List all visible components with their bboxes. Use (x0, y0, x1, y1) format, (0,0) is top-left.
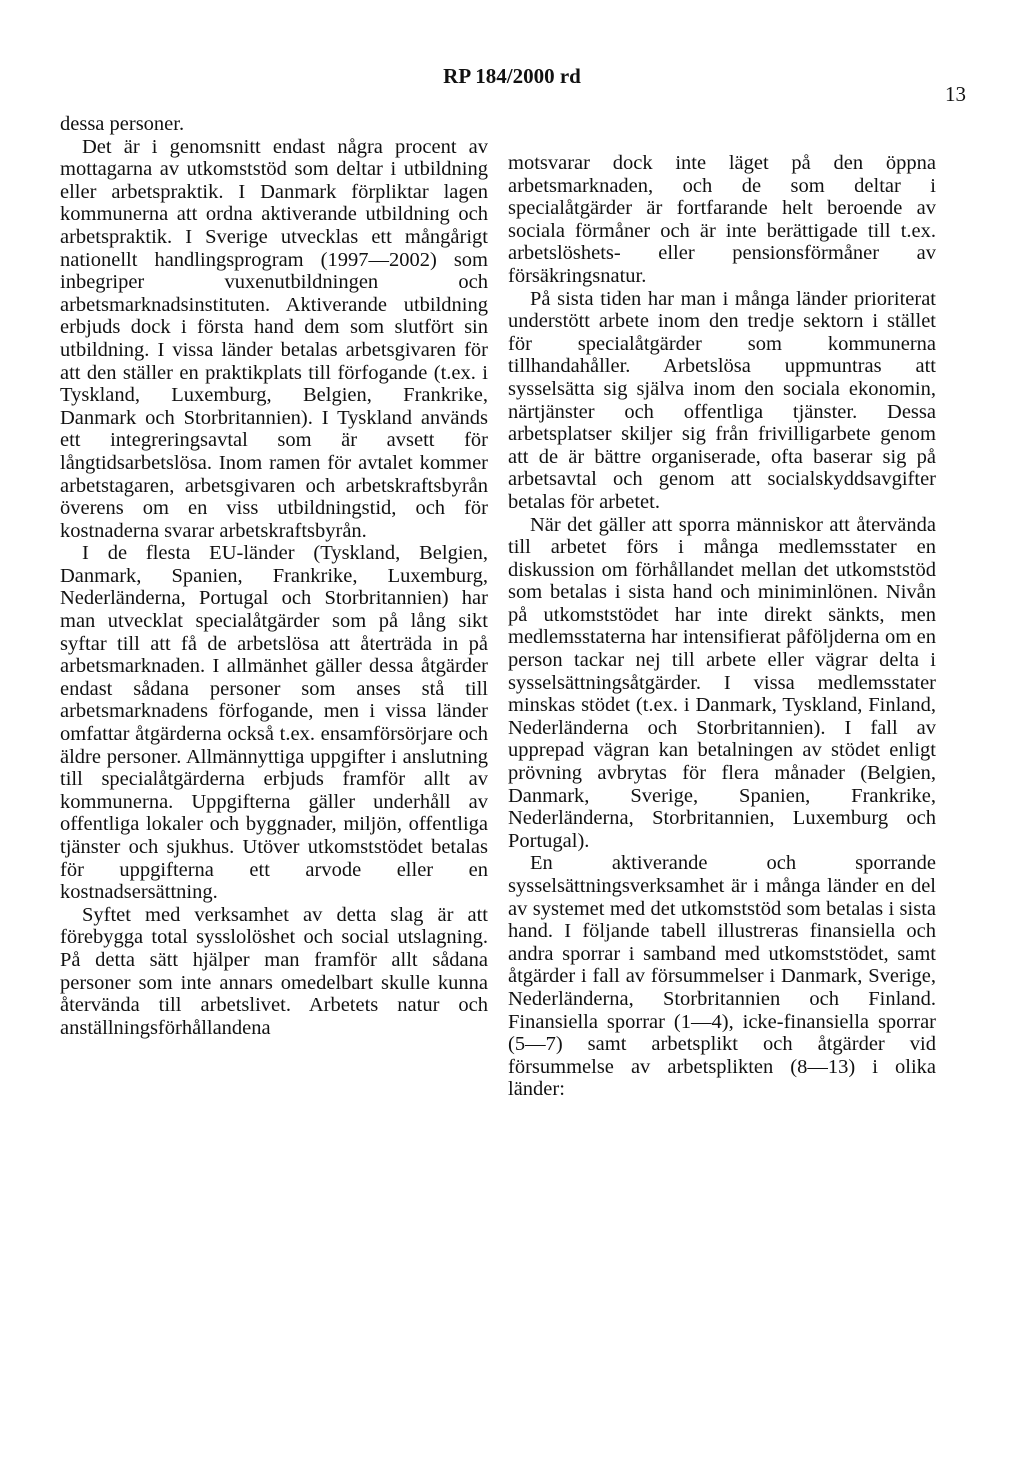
page-number: 13 (945, 82, 966, 106)
page-header: RP 184/2000 rd (443, 64, 581, 88)
paragraph: I de flesta EU-länder (Tyskland, Belgien, Danmark, Spanien, Frankrike, Luxemburg, Nederländerna, Portugal och Storbritannien) har man utvecklat specialåtgärder som på lång sikt syftar till att få de arbetslösa att återträda in på arbetsmarknaden. I allmänhet gäller dessa åtgärder endast sådana personer som anses stå till arbetsmarknadens förfogande, men i vissa länder omfattar åtgärderna också t.ex. ensamförsörjare och äldre personer. Allmännyttiga uppgifter i anslutning till specialåtgärderna erbjuds framför allt av kommunerna. Uppgifterna gäller underhåll av offentliga lokaler och byggnader, miljön, offentliga tjänster och sjukhus. Utöver utkomststödet betalas för uppgifterna ett arvode eller en kostnadsersättning. (60, 542, 488, 904)
paragraph: Syftet med verksamhet av detta slag är att förebygga total sysslolöshet och social utslagning. På detta sätt hjälper man framför allt sådana personer som inte annars omedelbart skulle kunna återvända till arbetslivet. Arbetets natur och anställningsförhållandena (60, 903, 488, 1039)
right-column (508, 152, 936, 1101)
paragraph: På sista tiden har man i många länder prioriterat understött arbete inom den tredje sektorn i stället för specialåtgärder som kommunerna tillhandahåller. Arbetslösa uppmuntras att sysselsätta sig själva inom den sociala ekonomin, närtjänster och offentliga tjänster. Dessa arbetsplatser skiljer sig från frivilligarbete genom att de är bättre organiserade, ofta baserar sig på arbetsavtal och genom att socialskyddsavgifter betalas för arbetet. (508, 287, 936, 513)
paragraph: motsvarar dock inte läget på den öppna arbetsmarknaden, och de som deltar i specialåtgärder är fortfarande helt beroende av sociala förmåner och är inte berättigade till t.ex. arbetslöshets- eller pensionsförmåner av försäkringsnatur. (508, 152, 936, 287)
paragraph: Det är i genomsnitt endast några procent av mottagarna av utkomststöd som deltar i utbildning eller arbetspraktik. I Danmark förpliktar lagen kommunerna att ordna aktiverande utbildning och arbetspraktik. I Sverige utvecklas ett mångårigt nationellt handlingsprogram (1997—2002) som inbegriper vuxenutbildningen och arbetsmarknadsinstituten. Aktiverande utbildning erbjuds dock i första hand dem som slutfört sin utbildning. I vissa länder betalas arbetsgivaren för att den ställer en praktikplats till förfogande (t.ex. i Tyskland, Luxemburg, Belgien, Frankrike, Danmark och Storbritannien). I Tyskland används ett integreringsavtal som är avsett för långtidsarbetslösa. Inom ramen för avtalet kommer arbetstagaren, arbetsgivaren och arbetskraftsbyrån överens om en viss utbildningstid, och för kostnaderna svarar arbetskraftsbyrån. (60, 135, 488, 542)
paragraph: När det gäller att sporra människor att återvända till arbetet förs i många medlemsstater en diskussion om förhållandet mellan det utkomststöd som betalas i sista hand och miniminlönen. Nivån på utkomststödet har inte direkt sänkts, men medlemsstaterna har intensifierat påföljderna om en person tackar nej till arbete eller vägrar delta i sysselsättningsåtgärder. I vissa medlemsstater minskas stödet (t.ex. i Danmark, Tyskland, Finland, Nederländerna och Storbritannien). I fall av upprepad vägran kan betalningen av stödet enligt prövning avbrytas för flera månader (Belgien, Danmark, Sverige, Spanien, Frankrike, Nederländerna, Storbritannien, Luxemburg och Portugal). (508, 513, 936, 852)
paragraph: En aktiverande och sporrande sysselsättningsverksamhet är i många länder en del av systemet med det utkomststöd som betalas i sista hand. I följande tabell illustreras finansiella och andra sporrar i samband med utkomststödet, samt åtgärder i fall av försummelser i Danmark, Sverige, Nederländerna, Storbritannien och Finland. Finansiella sporrar (1—4), icke-finansiella sporrar (5—7) samt arbetsplikt och åtgärder vid försummelse av arbetsplikten (8—13) i olika länder: (508, 852, 936, 1101)
paragraph: dessa personer. (60, 113, 185, 135)
left-column (60, 113, 488, 1039)
